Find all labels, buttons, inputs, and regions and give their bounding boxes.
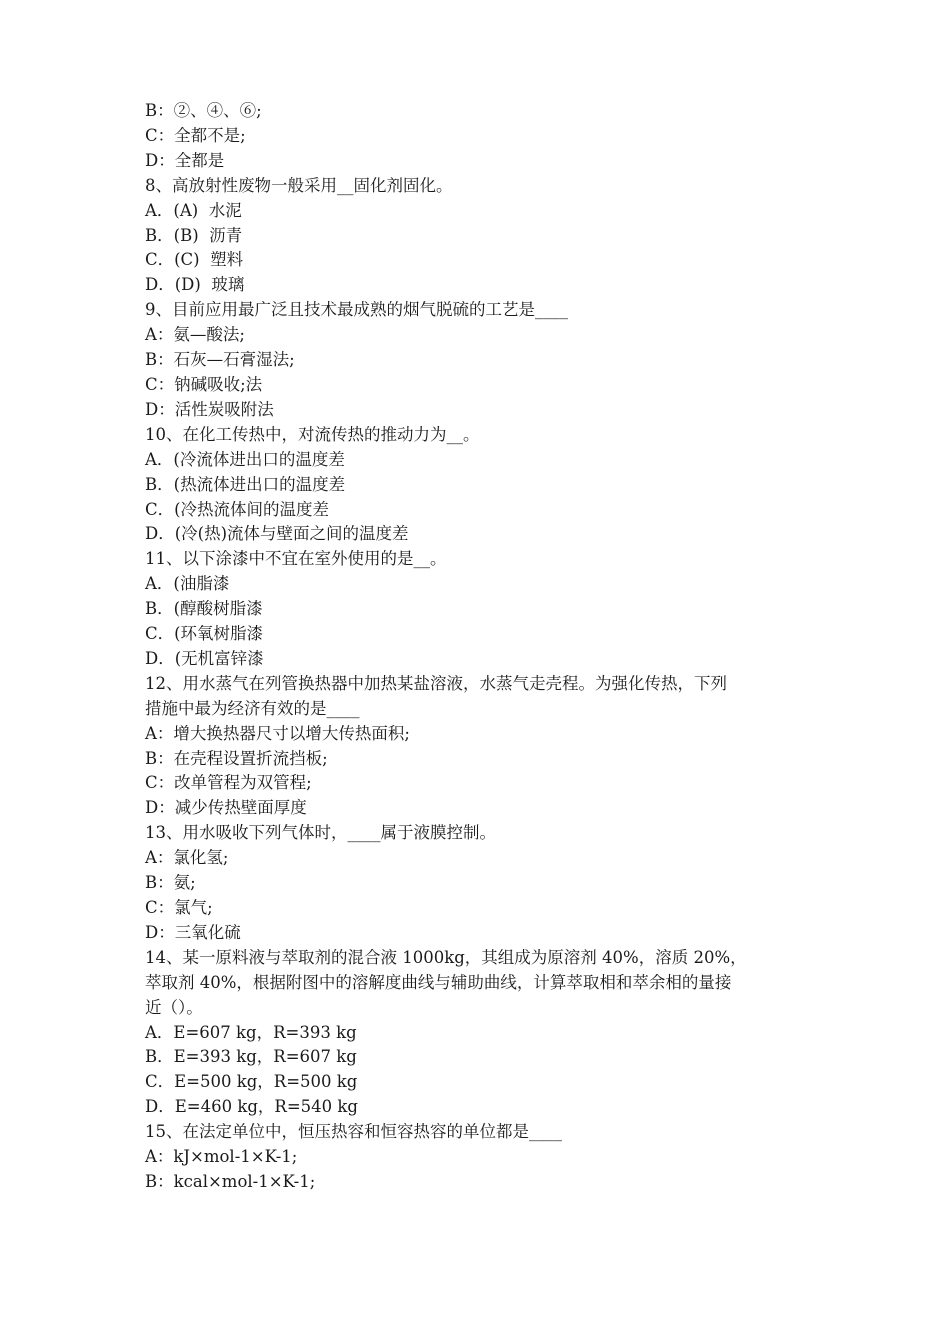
question-12-cont: 措施中最为经济有效的是____ — [145, 698, 360, 718]
option-line: A．(油脂漆 — [145, 574, 230, 594]
option-line: A：kJ×mol-1×K-1; — [145, 1147, 298, 1167]
option-line: C．E=500 kg，R=500 kg — [145, 1072, 358, 1092]
option-line: B．E=393 kg，R=607 kg — [145, 1047, 357, 1067]
text-line: B：②、④、⑥; — [145, 101, 262, 120]
option-line: B：在壳程设置折流挡板; — [145, 748, 328, 768]
option-line: A：氨—酸法; — [145, 325, 245, 345]
question-13: 13、用水吸收下列气体时，____属于液膜控制。 — [145, 823, 496, 843]
question-14-cont: 萃取剂 40%，根据附图中的溶解度曲线与辅助曲线，计算萃取相和萃余相的量接 — [145, 972, 732, 992]
option-line: C：钠碱吸收;法 — [145, 374, 263, 394]
text-line: C：全都不是; — [145, 125, 246, 145]
option-line: A：增大换热器尺寸以增大传热面积; — [145, 723, 410, 743]
option-line: C：改单管程为双管程; — [145, 773, 312, 793]
document-page — [145, 99, 825, 1195]
question-9: 9、目前应用最广泛且技术最成熟的烟气脱硫的工艺是____ — [145, 300, 568, 320]
question-14-cont: 近（）。 — [145, 997, 203, 1017]
option-line: B：石灰—石膏湿法; — [145, 350, 295, 370]
option-line: A：氯化氢; — [145, 848, 229, 868]
text-line: D：全都是 — [145, 150, 225, 170]
option-line: B：氨; — [145, 873, 196, 893]
option-line: C．(环氧树脂漆 — [145, 624, 264, 644]
question-15: 15、在法定单位中，恒压热容和恒容热容的单位都是____ — [145, 1122, 562, 1142]
question-11: 11、以下涂漆中不宜在室外使用的是__。 — [145, 549, 447, 569]
option-line: B．(醇酸树脂漆 — [145, 599, 263, 619]
option-line: D．(无机富锌漆 — [145, 648, 264, 668]
option-line: B：kcal×mol-1×K-1; — [145, 1171, 316, 1191]
option-line: A．E=607 kg，R=393 kg — [145, 1022, 357, 1042]
option-line: A．(冷流体进出口的温度差 — [145, 449, 345, 469]
option-line: D．(D) 玻璃 — [145, 275, 245, 295]
option-line: D：活性炭吸附法 — [145, 399, 274, 419]
question-12: 12、用水蒸气在列管换热器中加热某盐溶液，水蒸气走壳程。为强化传热，下列 — [145, 673, 727, 693]
question-8: 8、高放射性废物一般采用__固化剂固化。 — [145, 175, 453, 195]
option-line: C．(C) 塑料 — [145, 250, 244, 270]
option-line: D．E=460 kg，R=540 kg — [145, 1097, 358, 1117]
option-line: B．(热流体进出口的温度差 — [145, 474, 346, 494]
option-line: D：三氧化硫 — [145, 922, 241, 942]
question-14: 14、某一原料液与萃取剂的混合液 1000kg，其组成为原溶剂 40%，溶质 20%， — [145, 947, 747, 967]
option-line: D：减少传热壁面厚度 — [145, 798, 307, 818]
option-line: B．(B) 沥青 — [145, 225, 243, 245]
option-line: D．(冷(热)流体与壁面之间的温度差 — [145, 524, 409, 544]
question-10: 10、在化工传热中，对流传热的推动力为__。 — [145, 424, 480, 444]
option-line: C．(冷热流体间的温度差 — [145, 499, 330, 519]
option-line: A．(A) 水泥 — [145, 200, 242, 220]
option-line: C：氯气; — [145, 898, 213, 917]
